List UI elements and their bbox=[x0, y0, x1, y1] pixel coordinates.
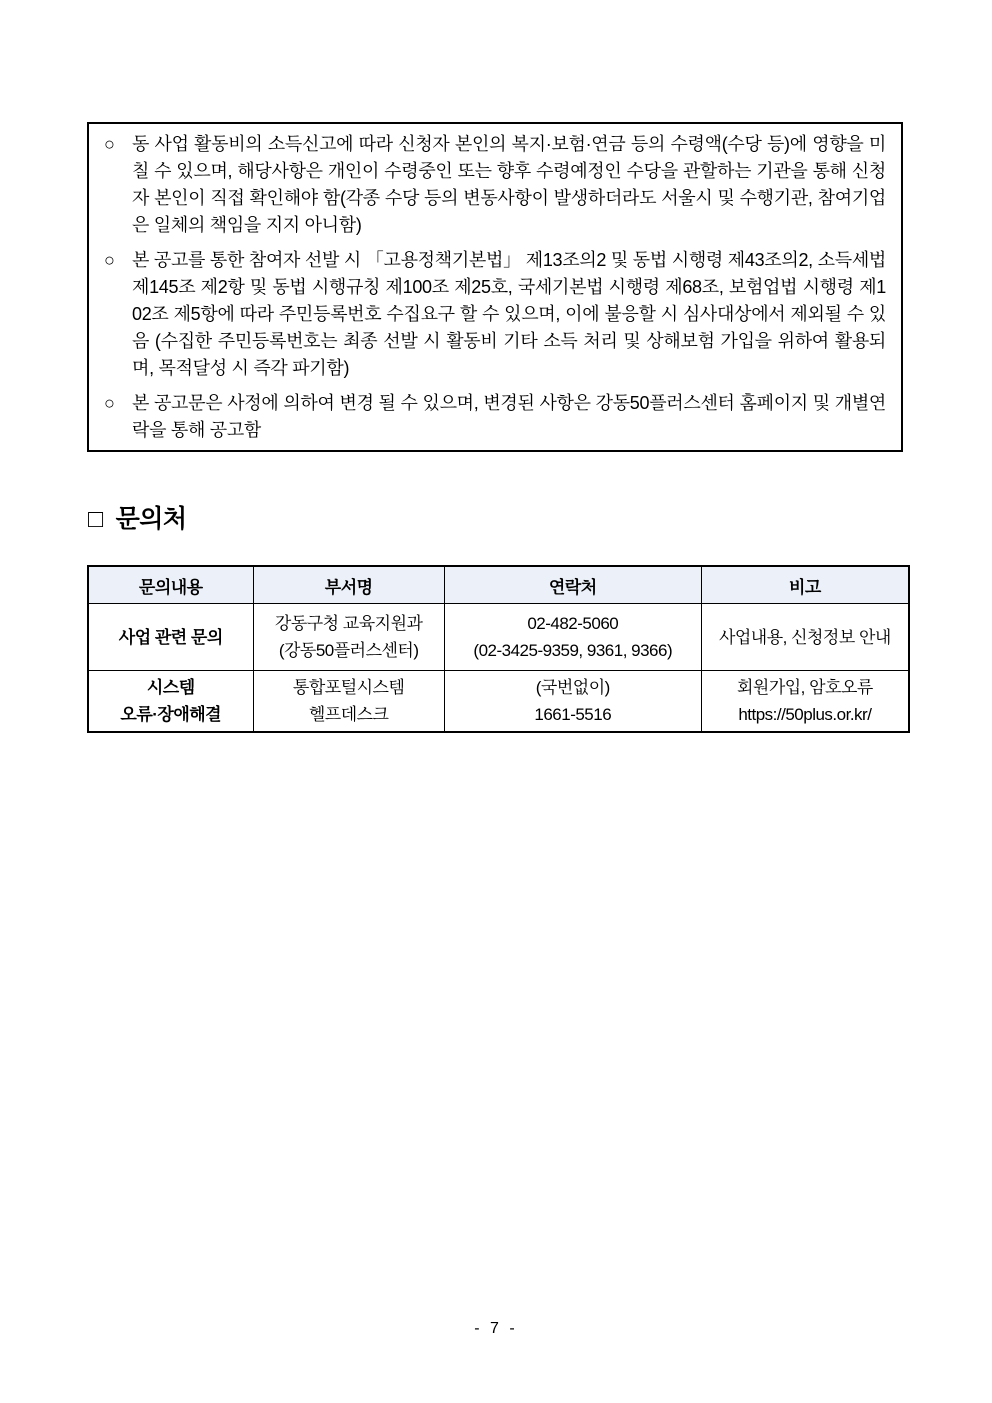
notice-paragraph bbox=[104, 390, 886, 444]
notice-paragraph-text: 본 공고를 통한 참여자 선발 시 「고용정책기본법」 제13조의2 및 동법 시행령 제43조의2, 소득세법 제145조 제2항 및 동법 시행규칭 제100조 제25호, 국세기본법 시행령 제68조, 보험업법 시행령 제102조 제5항에 따라 주민등록번호 수집요구 할 수 있으며, 이에 불응할 시 심사대상에서 제외될 수 있음 (수집한 주민등록번호는 최종 선발 시 활동비 기타 소득 처리 및 상해보험 가입을 위하여 활용되며, 목적달성 시 즉각 파기함) bbox=[132, 250, 886, 378]
cell-text: 통합포털시스템 bbox=[292, 678, 405, 697]
cell-note bbox=[701, 671, 909, 733]
cell-text: 헬프데스크 bbox=[308, 705, 389, 724]
header-department: 부서명 bbox=[253, 566, 444, 604]
phone-number: (02-3425-9359, 9361, 9366) bbox=[473, 641, 673, 660]
cell-inquiry-type bbox=[88, 671, 253, 733]
section-title bbox=[88, 502, 187, 536]
section-title-text: 문의처 bbox=[115, 505, 187, 533]
circle-bullet-icon: ○ bbox=[104, 250, 115, 270]
cell-contact bbox=[444, 671, 701, 733]
notice-box bbox=[87, 122, 903, 452]
helpdesk-url-link[interactable]: https://50plus.or.kr/ bbox=[738, 705, 872, 724]
cell-department bbox=[253, 604, 444, 671]
cell-text: (강동50플러스센터) bbox=[278, 641, 419, 660]
phone-number: 02-482-5060 bbox=[527, 614, 619, 633]
cell-text: 사업 관련 문의 bbox=[118, 627, 223, 647]
cell-note bbox=[701, 604, 909, 671]
header-contact: 연락처 bbox=[444, 566, 701, 604]
phone-number: (국번없이) bbox=[535, 678, 610, 697]
contact-table bbox=[87, 565, 910, 733]
notice-paragraph bbox=[104, 247, 886, 382]
notice-paragraph-text: 본 공고문은 사정에 의하여 변경 될 수 있으며, 변경된 사항은 강동50플러스센터 홈페이지 및 개별연락을 통해 공고함 bbox=[132, 393, 886, 440]
table-row bbox=[88, 671, 909, 733]
page-number: - 7 - bbox=[474, 1320, 518, 1337]
cell-contact bbox=[444, 604, 701, 671]
table-header-row bbox=[88, 566, 909, 604]
table-row bbox=[88, 604, 909, 671]
phone-number: 1661-5516 bbox=[534, 705, 612, 724]
notice-paragraph bbox=[104, 131, 886, 239]
cell-text: 강동구청 교육지원과 bbox=[274, 614, 423, 633]
cell-inquiry-type bbox=[88, 604, 253, 671]
header-inquiry-type: 문의내용 bbox=[88, 566, 253, 604]
cell-text: 회원가입, 암호오류 bbox=[736, 678, 873, 697]
notice-paragraph-text: 동 사업 활동비의 소득신고에 따라 신청자 본인의 복지·보험·연금 등의 수령액(수당 등)에 영향을 미칠 수 있으며, 해당사항은 개인이 수령중인 또는 향후 수령예정인 수당을 관할하는 기관을 통해 신청자 본인이 직접 확인해야 함(각종 수당 등의 변동사항이 발생하더라도 서울시 및 수행기관, 참여기업은 일체의 책임을 지지 아니함) bbox=[132, 134, 886, 235]
cell-text: 오류·장애해결 bbox=[120, 705, 222, 724]
cell-department bbox=[253, 671, 444, 733]
cell-text: 사업내용, 신청정보 안내 bbox=[718, 627, 891, 647]
header-note: 비고 bbox=[701, 566, 909, 604]
circle-bullet-icon: ○ bbox=[104, 393, 115, 413]
circle-bullet-icon: ○ bbox=[104, 134, 115, 154]
square-bullet-icon: □ bbox=[88, 505, 103, 533]
cell-text: 시스템 bbox=[146, 678, 195, 697]
